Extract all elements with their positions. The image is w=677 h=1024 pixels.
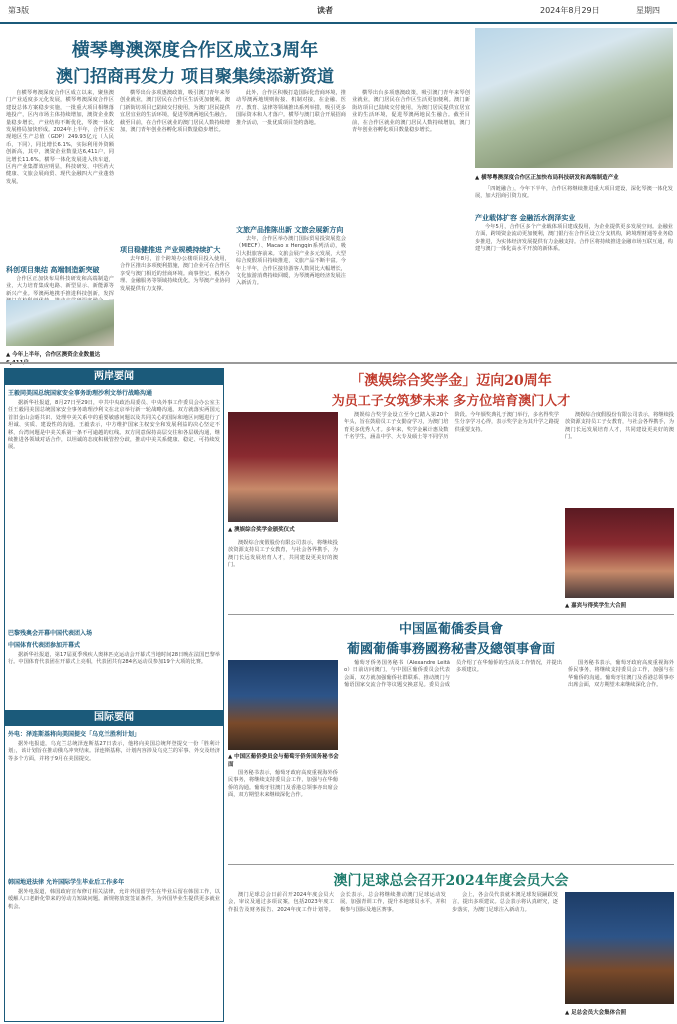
page-header [0,0,677,24]
award-body3 [565,412,674,502]
lead-col4-cont: 横琴出台多项惠澳政策，吸引澳门青年来琴创业就业，澳门居民在合作区生活更加便利。澳门新街坊项目已陆续交付使用，为澳门居民提供宜居宜业的生活环境，促进琴澳两地民生融合。截至目前，在合作区就业的澳门居民人数持续增加，澳门青年创业谷孵化项目数量稳步增长。 [352,90,470,134]
chamber-body [344,660,674,860]
lead-subhead-3: 文旅产品推陈出新 文旅会展新方向 [236,226,344,234]
lead-title-line2: 澳门招商再发力 项目聚集续添新资道 [56,67,334,87]
award-divider [228,614,674,615]
lead-subhead-2: 项目稳健推进 产业规模持续扩大 [120,246,221,254]
award-group-photo [565,508,674,598]
lead-subhead-4: 产业载体扩容 金融活水润泽实业 [475,214,576,222]
lead-col5 [475,186,673,208]
brief3-text: 据外电报道，乌克兰总统泽连斯基27日表示，他将向美国总统拜登提交一份「胜利计划」，该计划旨在推动俄乌冲突结束。泽连斯基称，计划内容涉及乌克兰的军事、外交及经济等多个方面，并将于9月在美国提交。 [8,741,220,762]
chamber-title-1: 中国區葡僑委員會 [398,622,503,637]
briefs-title: 两岸要闻 [5,369,223,385]
award-body2 [228,540,338,612]
lead-col3b-text: 去年，合作区举办澳门国际贸易投资展览会（MIECF）、Macao x Hengqin系列活动，吸引大批旅客前来。文旅会展产业多元发展，大型综合度假项目持续推进，文旅产品不断丰富。今年上半年，合作区接待游客人数同比大幅增长，文化旅游消费持续回暖，为琴澳两地经济发展注入新活力。 [236,236,346,287]
photo2-caption: ▲ 横琴粤澳深度合作区正加快布局科技研发和高端制造产业 [475,175,619,181]
football-body [228,892,558,1018]
lead-col4 [352,90,470,210]
lead-title-line1: 横琴粤澳深度合作区成立3周年 [71,40,319,61]
lead-col2b-text: 去年8月，首个跨境办公楼项目投入使用，合作区推出多项便利措施，澳门企业可在合作区享受与澳门相近的营商环境。商事登记、税务办理、金融服务等领域持续优化，为琴澳产业协同发展提供有力支撑。 [120,256,230,292]
lead-body: 自横琴粤澳深度合作区成立以来，聚焦澳门产业适度多元化发展，横琴粤澳深度合作区建设总体方案稳步实施，一批重大项目相继落地投产，区内市场主体持续增加，澳资企业数量稳步增长，产业结构不断优化，琴澳一体化发展格局加快形成。2024年上半年，合作区实现地区生产总值（GDP）249.93亿元（人民币，下同），同比增长6.1%，实际利用外资额创新高，其中，澳资企业数量达6,411户，同比增长11.6%。横琴一体化发展进入快车道，区内产业集群效应明显，科技研发、中医药大健康、文旅会展商贸、现代金融四大产业蓬勃发展。 [6,90,114,185]
brief2-subheadline: 中国体育代表团参加开幕式 [8,642,81,649]
industrial-park-photo [6,300,114,346]
briefs-box [4,368,224,1022]
lead-subhead-1: 科创项目集结 高端制造新突破 [6,266,100,274]
lead-col3b [236,236,346,356]
lead-col5b-text: 今年5月，合作区多个产业载体项目建成投用，为企业提供更多发展空间。金融业方面，跨境资金流动更加便利，澳门银行在合作区设立分支机构，跨境理财通等业务稳步推进，为实体经济发展提供有力金融支持。合作区将持续推进金融市场互联互通，构建与澳门一体化高水平开放的新体系。 [475,224,673,253]
football-photo-caption: ▲ 足总会员大会集体合照 [565,1010,627,1016]
football-body-text2: 会上，各会员代表就本澳足球发展踊跃发言，提出多项建议。总会表示将认真研究，逐步落实，为澳门足球注入新动力。 [452,892,558,913]
award-photo2-caption: ▲ 嘉宾与得奖学生大合照 [565,603,627,609]
football-group-photo [565,892,674,1004]
newspaper-logo: 读者 [317,5,333,15]
lead-col5-text: 「四链融合」，今年下半年，合作区将继续推进重大项目建设，深化琴澳一体化发展，加大招商引资力度。 [475,186,673,200]
intl-title: 国际要闻 [5,710,223,726]
lead-col2b [120,256,230,356]
lead-col1 [6,90,114,260]
chamber-meeting-photo [228,660,338,750]
award-title-1: 「澳娱综合奖学金」迈向20周年 [350,373,552,389]
brief4-body [5,889,223,949]
chamber-divider [228,864,674,865]
lead-col3-text: 此外，合作区积极打造国际化营商环境，推动琴澳两地规则衔接、机制对接，在金融、医疗、教育、法律等领域推出系列举措，吸引更多国际资本和人才落户。横琴与澳门联合开展招商推介活动，一批优质项目签约落地。 [236,90,346,126]
brief4-text: 据外电报道，韩国政府宣布修订相关法律，允许外国留学生在毕业后留在韩国工作，以缓解人口老龄化带来的劳动力短缺问题。新规将放宽签证条件，为外国毕业生提供更多就业机会。 [8,889,220,910]
lead-col2 [120,90,230,240]
chamber-body-text: 葡萄牙侨务国务秘书（Alexandre Leitão）日前访问澳门，与中国区葡侨委员会代表会面，双方就加强葡侨社群联系、推动澳门与葡语国家交流合作等议题交换意见。委员会成员介绍了在华葡侨的生活及工作情况，并提出多项建议。 [344,660,562,689]
brief1-body [5,400,223,620]
section-divider [0,362,677,364]
brief2-headline: 巴黎残奥会开幕中国代表团入场 [8,630,93,637]
brief2-text: 据新华社报道，第17届夏季残疾人奥林匹克运动会开幕式当地时间28日晚在法国巴黎举行。中国体育代表团在开幕式上亮相，代表团共有284名运动员参加19个大项的比赛。 [8,652,220,666]
award-body [344,412,559,612]
award-title-2: 为员工子女筑梦未来 多方位培育澳门人才 [331,394,571,409]
brief3-body [5,741,223,871]
chamber-photo-caption: ▲ 中国区葡侨委员会与葡萄牙侨务国务秘书会面 [228,754,339,768]
lead-body2: 合作区正加快布局科技研发和高端制造产业，大力培育集成电路、新型显示、新能源等新兴产业。琴澳两地携手推进科技创新，发挥 [6,276,114,297]
issue-date: 2024年8月29日 [540,6,600,15]
award-body-text: 澳娱综合奖学金设立至今已踏入第20个年头，旨在鼓励员工子女勤奋学习，为澳门培育更多优秀人才。多年来，奖学金累计惠及数千名学生，涵盖中学、大专及硕士等不同学历阶段。今年颁奖典礼于澳门举行，多名得奖学生分享学习心得，表示奖学金为其升学之路提供重要支持。 [344,412,559,441]
award-photo-caption: ▲ 澳娱综合奖学金颁奖仪式 [228,527,295,533]
brief2-body [5,652,223,702]
chamber-title-2: 葡國葡僑事務國務秘書及總領事會面 [346,642,555,657]
lead-col5b [475,224,673,354]
football-title: 澳门足球总会召开2024年度会员大会 [333,873,569,889]
brief3-headline: 外电：泽连斯基将向美国提交「乌克兰胜利计划」 [8,731,141,738]
award-body3-text: 澳娱综合度假股份有限公司表示，将继续投放资源支持员工子女教育，与社会各界携手，为澳门长远发展培育人才，共同建设更美好的澳门。 [565,412,674,441]
chamber-body-left-text: 国务秘书表示，葡萄牙政府高度重视海外侨民事务，将继续支持委员会工作，加强与在华葡侨的沟通。葡萄牙驻澳门及香港总领事亦出席会面，双方期望未来继续深化合作。 [228,770,338,799]
lead-col2-text: 横琴出台多项惠澳政策，吸引澳门青年来琴创业就业，澳门居民在合作区生活更加便利。澳门新街坊项目已陆续交付使用，为澳门居民提供宜居宜业的生活环境，促进琴澳两地民生融合。截至目前，在合作区就业的澳门居民人数持续增加，澳门青年创业谷孵化项目数量稳步增长。 [120,90,230,134]
brief1-text: 据新华社报道，8月27日至29日，中共中央政治局委员、中央外事工作委员会办公室主任王毅同美国总统国家安全事务助理沙利文在北京举行新一轮战略沟通。双方就落实两国元首旧金山会晤共识、处理中美关系中的重要敏感问题以及共同关心的国际和地区问题进行了坦诚、实质、建设性的沟通。王毅表示，中方维护国家主权安全和发展利益的决心坚定不移，台湾问题是中美关系第一条不可逾越的红线。双方同意保持高层交往和各层级沟通，继续推进各领域对话合作，以坦诚的态度积极管控分歧，推动中美关系健康、稳定、可持续发展。 [8,400,220,451]
brief1-headline: 王毅同美国总统国家安全事务助理沙利文举行战略沟通 [8,390,153,397]
chamber-body-text2: 国务秘书表示，葡萄牙政府高度重视海外侨民事务，将继续支持委员会工作，加强与在华葡侨的沟通。葡萄牙驻澳门及香港总领事亦出席会面，双方期望未来继续深化合作。 [568,660,674,689]
brief4-headline: 韩国地进法律 允许国际学生毕业后工作多年 [8,879,125,886]
page-number: 第3版 [8,6,30,15]
photo1-caption: ▲ 今年上半年，合作区澳资企业数量达 [6,352,101,358]
football-body-text: 澳门足球总会日前召开2024年度会员大会，审议及通过多项议案，包括2023年度工作报告及财务报告、2024年度工作计划等。会长表示，总会将继续推动澳门足球运动发展，加强青训工作，提升本地球员水平，并积极参与国际及地区赛事。 [228,892,446,913]
hengqin-aerial-photo [475,28,673,168]
award-ceremony-photo [228,412,338,522]
weekday: 星期四 [636,6,660,15]
award-body2-text: 澳娱综合度假股份有限公司表示，将继续投放资源支持员工子女教育，与社会各界携手，为澳门长远发展培育人才，共同建设更美好的澳门。 [228,540,338,569]
chamber-body-left [228,770,338,862]
lead-col3 [236,90,346,220]
